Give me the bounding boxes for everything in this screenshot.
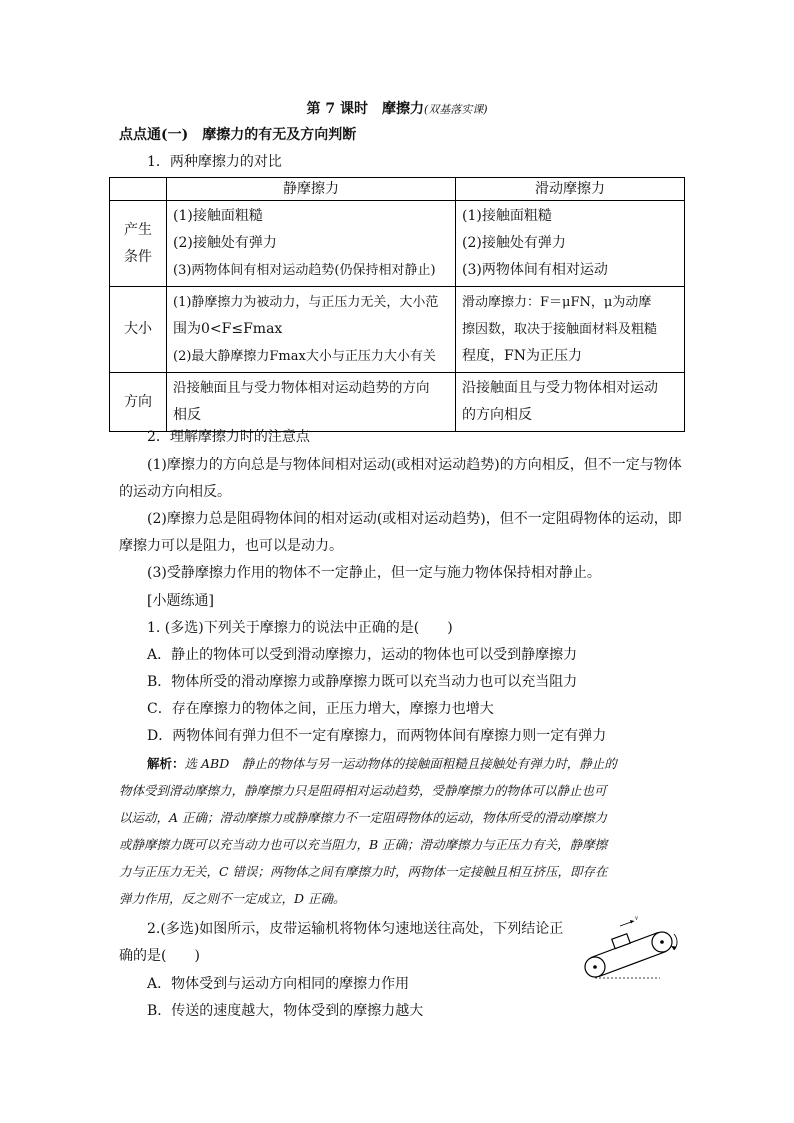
row-label-magnitude [110, 287, 167, 373]
note-line: 的运动方向相反。 [119, 484, 231, 500]
cell-line: 程度，FN为正压力 [462, 348, 582, 364]
note-line: 摩擦力可以是阻力，也可以是动力。 [119, 538, 343, 554]
cell-line: (1)接触面粗糙 [173, 208, 263, 224]
lesson-title [0, 98, 794, 118]
table-row [110, 201, 685, 287]
question-1-option-a: A．静止的物体可以受到滑动摩擦力，运动的物体也可以受到静摩擦力 [147, 647, 578, 663]
row-label-direction [110, 373, 167, 432]
section-heading: 点点通(一) 摩擦力的有无及方向判断 [119, 127, 357, 143]
cell-line: (3)两物体间有相对运动 [462, 262, 608, 278]
lesson-title-main: 第 7 课时 摩擦力 [306, 101, 424, 117]
question-1-stem: 1. (多选)下列关于摩擦力的说法中正确的是( ) [147, 620, 453, 636]
explanation-text: 选 ABD 静止的物体与另一运动物体的接触面粗糙且接触处有弹力时，静止的 [184, 756, 617, 771]
cell-line: 滑动摩擦力：F＝μFN，μ为动摩 [462, 295, 652, 310]
conveyor-belt-figure [580, 912, 690, 984]
cell-line: 的方向相反 [462, 407, 532, 423]
subheading-2: 2．理解摩擦力时的注意点 [147, 429, 310, 445]
cell-static-condition [167, 201, 456, 287]
table-header-sliding: 滑动摩擦力 [456, 178, 685, 201]
cell-line: (1)静摩擦力为被动力，与正压力无关，大小范 [173, 295, 439, 310]
cell-sliding-direction [456, 373, 685, 432]
question-2-option-b: B．传送的速度越大，物体受到的摩擦力越大 [147, 1003, 424, 1019]
question-1-option-b: B．物体所受的滑动摩擦力或静摩擦力既可以充当动力也可以充当阻力 [147, 674, 578, 690]
explanation-line: 或静摩擦力既可以充当动力也可以充当阻力，B 正确；滑动摩擦力与正压力有关，静摩擦 [119, 837, 608, 852]
belt-bottom [599, 952, 666, 977]
cell-line: (2)接触处有弹力 [462, 235, 566, 251]
cell-line: (2)最大静摩擦力Fmax大小与正压力大小有关 [173, 349, 436, 364]
cell-line: (1)接触面粗糙 [462, 208, 552, 224]
cell-line: 沿接触面且与受力物体相对运动趋势的方向 [173, 380, 430, 396]
explanation-line: 以运动，A 正确；滑动摩擦力或静摩擦力不一定阻碍物体的运动，物体所受的滑动摩擦力 [119, 810, 608, 825]
note-line: (3)受静摩擦力作用的物体不一定静止，但一定与施力物体保持相对静止。 [147, 565, 601, 581]
cell-sliding-condition [456, 201, 685, 287]
row-label-line: 产生 [124, 221, 152, 238]
cell-line: 沿接触面且与受力物体相对运动 [462, 380, 658, 396]
explanation-label: 解析： [147, 756, 185, 771]
table-row [110, 373, 685, 432]
practice-label: [小题练通] [147, 593, 214, 609]
velocity-label: v [635, 914, 639, 922]
question-2-stem-line: 确的是( ) [119, 948, 200, 964]
table-header-empty [110, 178, 167, 201]
question-2-option-a: A．物体受到与运动方向相同的摩擦力作用 [147, 976, 410, 992]
table-row [110, 287, 685, 373]
question-1-explanation [119, 750, 684, 912]
explanation-line: 力与正压力无关，C 错误；两物体之间有摩擦力时，两物体一定接触且相互挤压，即存在 [119, 864, 608, 879]
row-label-line: 方向 [124, 393, 152, 410]
question-1-option-c: C．存在摩擦力的物体之间，正压力增大，摩擦力也增大 [147, 701, 494, 717]
note-line: (2)摩擦力总是阻碍物体间的相对运动(或相对运动趋势)，但不一定阻碍物体的运动，即 [147, 511, 682, 527]
note-line: (1)摩擦力的方向总是与物体间相对运动(或相对运动趋势)的方向相反，但不一定与物体 [147, 457, 682, 473]
table-header-static: 静摩擦力 [167, 178, 456, 201]
question-1-option-d: D．两物体间有弹力但不一定有摩擦力，而两物体间有摩擦力则一定有弹力 [147, 728, 607, 744]
row-label-condition [110, 201, 167, 287]
lesson-title-sub: (双基落实课) [423, 103, 488, 116]
cell-static-direction [167, 373, 456, 432]
explanation-line [119, 750, 684, 777]
pulley-left-axle [593, 965, 597, 969]
row-label-line: 大小 [124, 321, 152, 337]
explanation-line: 弹力作用，反之则不一定成立，D 正确。 [119, 891, 346, 906]
cell-line: 相反 [173, 407, 201, 423]
cell-line: (3)两物体间有相对运动趋势(仍保持相对静止) [173, 263, 436, 278]
row-label-line: 条件 [124, 248, 152, 265]
cell-line: 围为0<F≤Fmax [173, 321, 283, 337]
friction-comparison-table [109, 177, 685, 432]
cell-static-magnitude [167, 287, 456, 373]
cell-sliding-magnitude [456, 287, 685, 373]
table-header-row [110, 178, 685, 201]
question-2-stem-line: 2.(多选)如图所示，皮带运输机将物体匀速地送往高处，下列结论正 [147, 921, 564, 937]
cell-line: (2)接触处有弹力 [173, 235, 277, 251]
velocity-arrowhead [630, 920, 634, 924]
explanation-line: 物体受到滑动摩擦力，静摩擦力只是阻碍相对运动趋势，受静摩擦力的物体可以静止也可 [119, 783, 607, 798]
pulley-right-axle [660, 940, 664, 944]
subheading-1: 1．两种摩擦力的对比 [147, 154, 282, 170]
cell-line: 擦因数，取决于接触面材料及粗糙 [462, 322, 658, 337]
box-on-belt [612, 934, 630, 949]
